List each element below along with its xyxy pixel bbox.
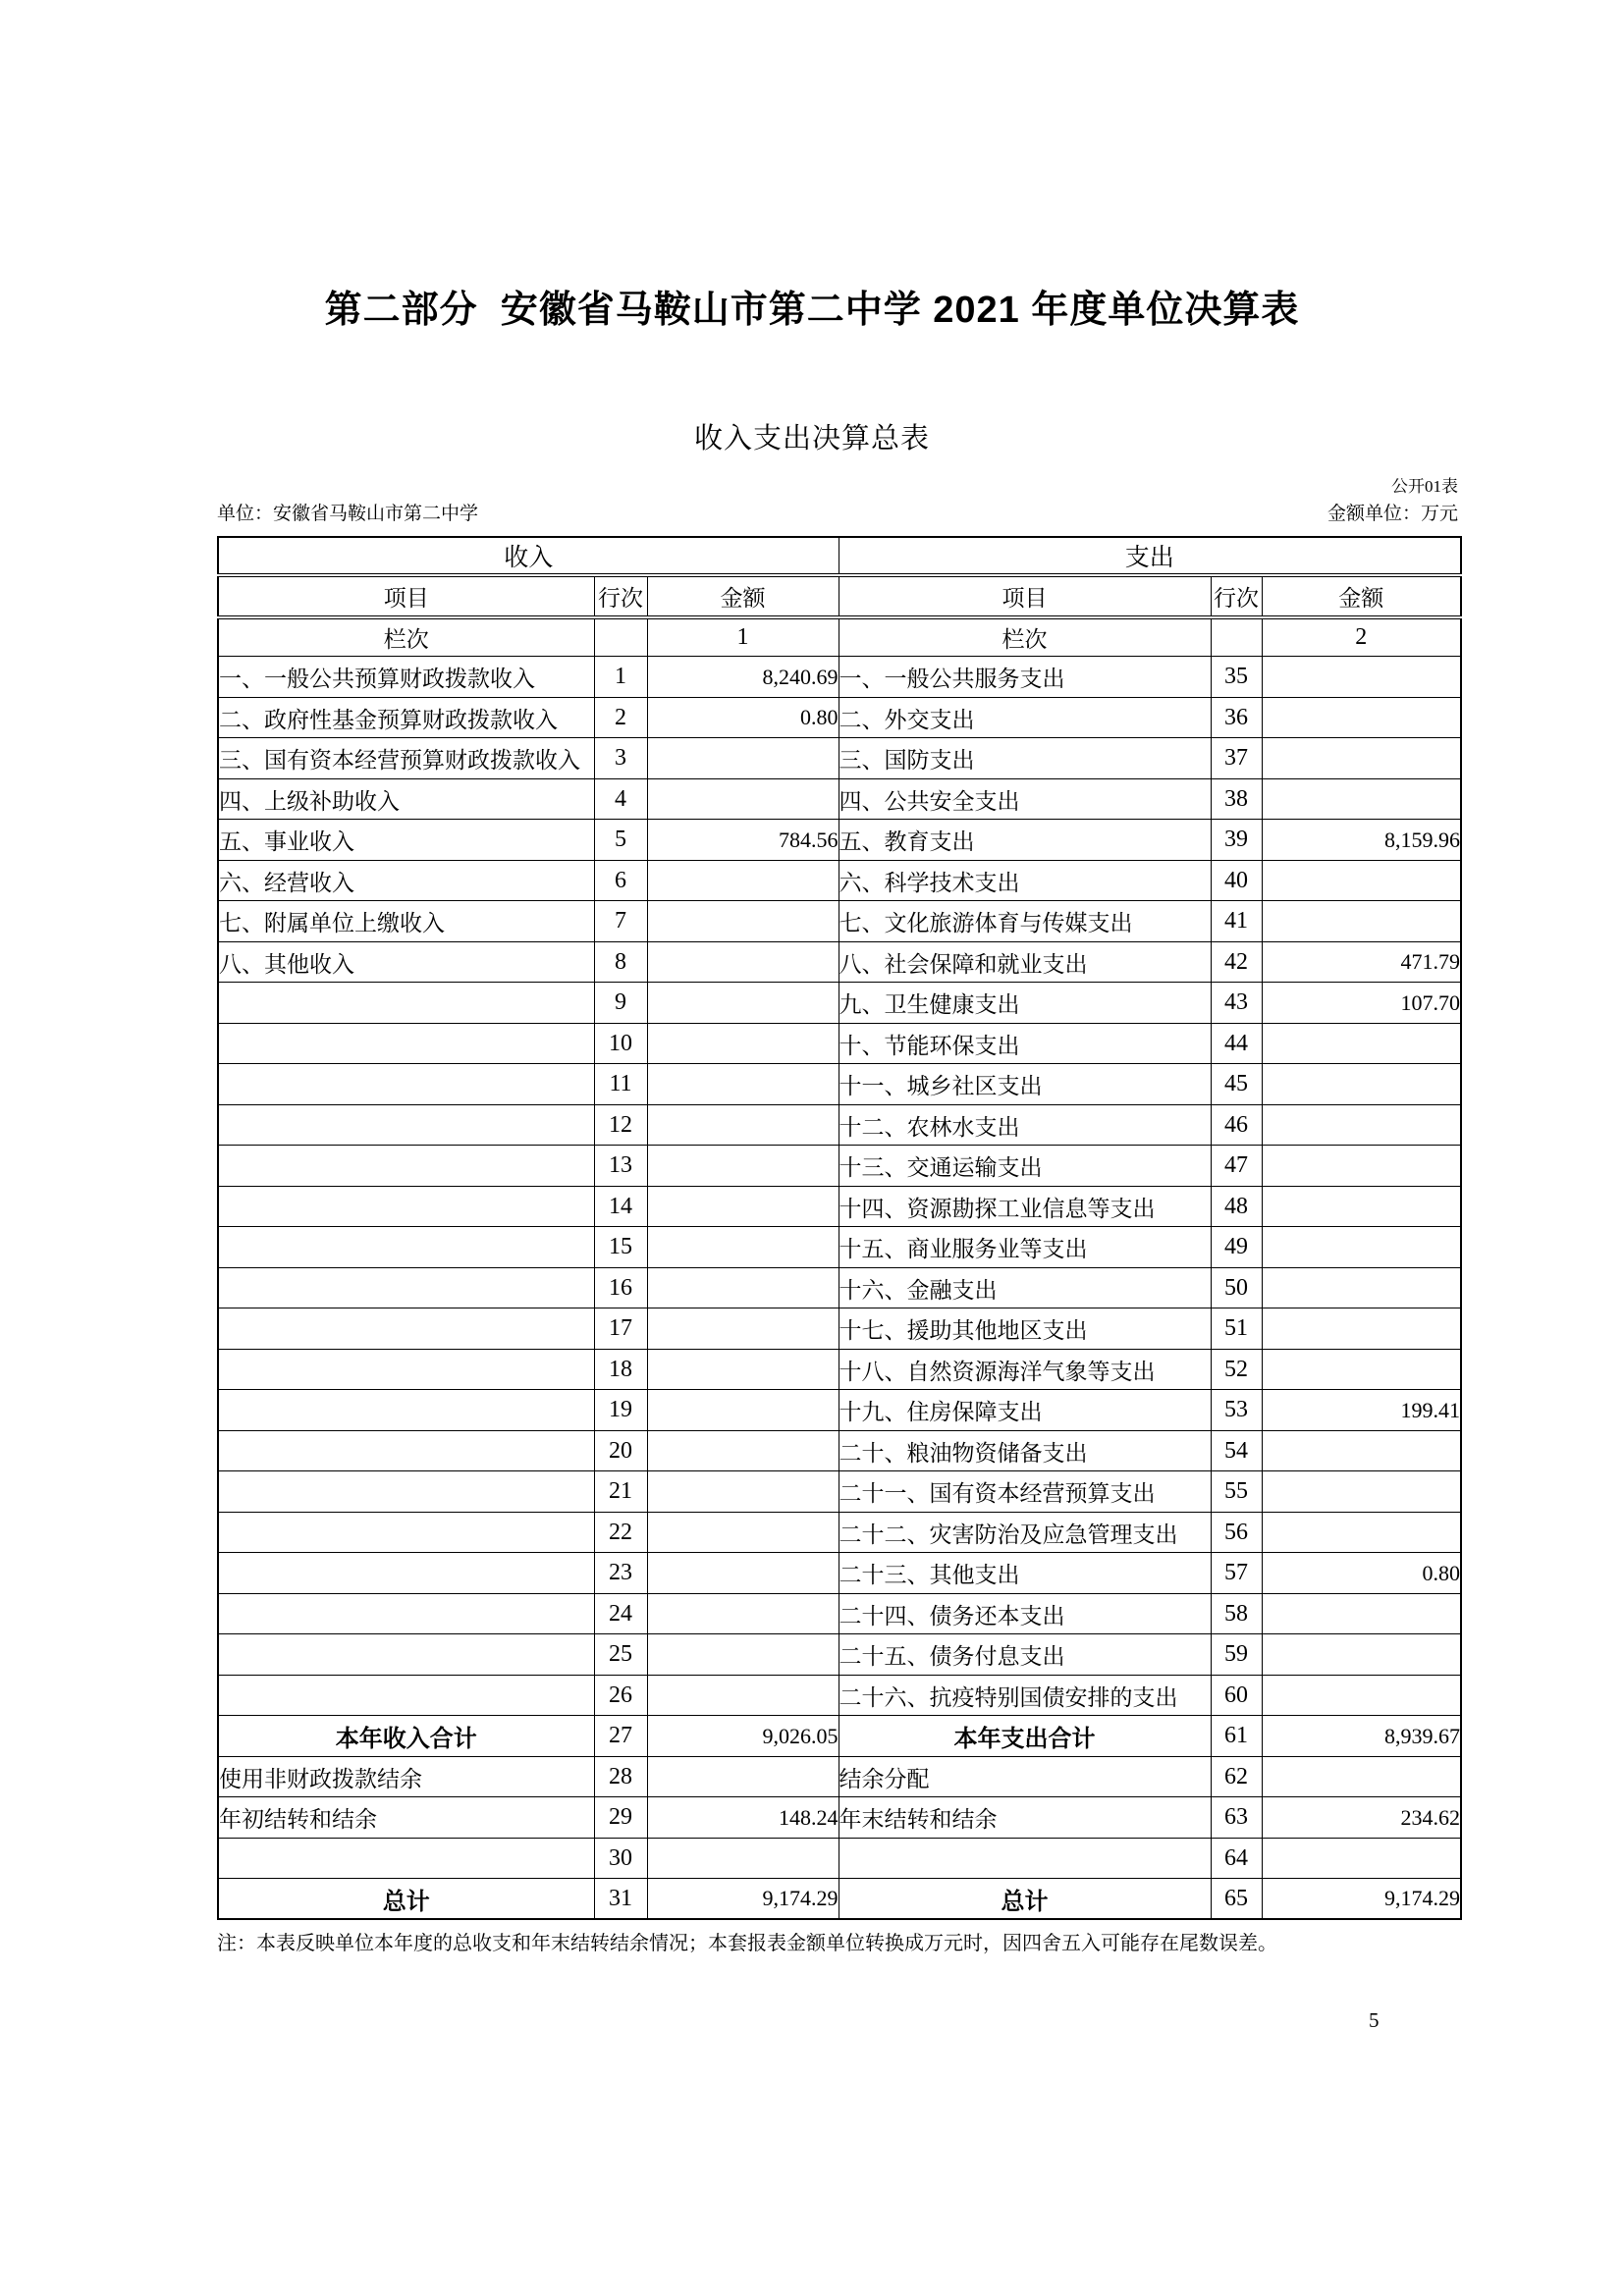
income-amount-cell: [647, 1838, 839, 1879]
income-amount-cell: [647, 778, 839, 820]
income-item-cell: [218, 1471, 594, 1513]
expense-amount-cell: [1262, 778, 1461, 820]
table-row: [218, 1430, 1461, 1471]
income-amount-cell: [647, 1146, 839, 1187]
section-header-row: [218, 537, 1461, 575]
table-row: [218, 860, 1461, 901]
expense-amount-cell: 8,159.96: [1262, 820, 1461, 861]
expense-item-cell: 十四、资源勘探工业信息等支出: [839, 1186, 1211, 1227]
income-amount-cell: [647, 1512, 839, 1553]
income-line-cell: 3: [594, 738, 647, 779]
expense-item-cell: 二、外交支出: [839, 697, 1211, 738]
income-amount-cell: [647, 1227, 839, 1268]
income-line-cell: 1: [594, 657, 647, 698]
expense-item-cell: 二十四、债务还本支出: [839, 1593, 1211, 1634]
expense-amount-cell: [1262, 1756, 1461, 1797]
expense-item-cell: 十九、住房保障支出: [839, 1390, 1211, 1431]
income-item-cell: [218, 1104, 594, 1146]
expense-item-cell: 十、节能环保支出: [839, 1023, 1211, 1064]
expense-line-cell: 64: [1211, 1838, 1262, 1879]
expense-item-cell: 二十二、灾害防治及应急管理支出: [839, 1512, 1211, 1553]
table-row: [218, 1267, 1461, 1308]
income-item-cell: 本年收入合计: [218, 1716, 594, 1757]
expense-line-cell: 55: [1211, 1471, 1262, 1513]
expense-amount-cell: [1262, 697, 1461, 738]
table-row: [218, 778, 1461, 820]
table-row: [218, 1308, 1461, 1350]
income-item-cell: 二、政府性基金预算财政拨款收入: [218, 697, 594, 738]
expense-line-cell: 60: [1211, 1675, 1262, 1716]
expense-item-cell: 一、一般公共服务支出: [839, 657, 1211, 698]
income-line-cell: 14: [594, 1186, 647, 1227]
expense-item-cell: 二十五、债务付息支出: [839, 1634, 1211, 1676]
expense-amount-cell: [1262, 1023, 1461, 1064]
income-line-cell: 16: [594, 1267, 647, 1308]
expense-line-cell: 42: [1211, 941, 1262, 983]
expense-amount-cell: [1262, 1349, 1461, 1390]
expense-line-cell: 50: [1211, 1267, 1262, 1308]
income-line-cell: 9: [594, 983, 647, 1024]
expense-line-cell: 41: [1211, 901, 1262, 942]
expense-item-cell: 二十六、抗疫特别国债安排的支出: [839, 1675, 1211, 1716]
income-line-col-header: 行次: [594, 575, 647, 617]
income-item-col-header: 项目: [218, 575, 594, 617]
income-line-cell: 20: [594, 1430, 647, 1471]
income-line-cell: 24: [594, 1593, 647, 1634]
income-amount-cell: [647, 1675, 839, 1716]
income-line-cell: 11: [594, 1064, 647, 1105]
income-amount-cell: 9,174.29: [647, 1879, 839, 1920]
expense-line-cell: 45: [1211, 1064, 1262, 1105]
expense-item-cell: 本年支出合计: [839, 1716, 1211, 1757]
income-line-cell: 12: [594, 1104, 647, 1146]
expense-item-cell: 五、教育支出: [839, 820, 1211, 861]
income-item-cell: [218, 1186, 594, 1227]
income-item-cell: [218, 1064, 594, 1105]
income-line-cell: 18: [594, 1349, 647, 1390]
expense-item-cell: 十三、交通运输支出: [839, 1146, 1211, 1187]
expense-amount-cell: [1262, 1675, 1461, 1716]
expense-section-header: 支出: [839, 537, 1461, 575]
table-row: [218, 1390, 1461, 1431]
income-line-cell: 25: [594, 1634, 647, 1676]
income-line-cell: 19: [594, 1390, 647, 1431]
table-row: [218, 983, 1461, 1024]
income-item-cell: 年初结转和结余: [218, 1797, 594, 1839]
expense-item-cell: 十二、农林水支出: [839, 1104, 1211, 1146]
expense-amount-cell: 9,174.29: [1262, 1879, 1461, 1920]
expense-item-cell: 十七、援助其他地区支出: [839, 1308, 1211, 1350]
expense-amount-col-header: 金额: [1262, 575, 1461, 617]
expense-line-cell: 38: [1211, 778, 1262, 820]
income-item-cell: [218, 1512, 594, 1553]
amount-unit-label: 金额单位：万元: [1326, 503, 1458, 524]
expense-line-cell: 43: [1211, 983, 1262, 1024]
income-line-cell: 30: [594, 1838, 647, 1879]
expense-lanci-label: 栏次: [839, 617, 1211, 657]
expense-item-cell: 六、科学技术支出: [839, 860, 1211, 901]
expense-line-cell: 53: [1211, 1390, 1262, 1431]
expense-item-cell: 十八、自然资源海洋气象等支出: [839, 1349, 1211, 1390]
table-title: 收入支出决算总表: [693, 422, 930, 454]
expense-item-cell: 总计: [839, 1879, 1211, 1920]
income-expense-table: [217, 536, 1462, 1921]
expense-col-index: 2: [1262, 617, 1461, 657]
expense-amount-cell: 471.79: [1262, 941, 1461, 983]
income-line-cell: 4: [594, 778, 647, 820]
expense-line-col-header: 行次: [1211, 575, 1262, 617]
table-row: [218, 1879, 1461, 1920]
table-row: [218, 1471, 1461, 1513]
table-row: [218, 1593, 1461, 1634]
unit-info-row: [217, 499, 1458, 525]
income-item-cell: 三、国有资本经营预算财政拨款收入: [218, 738, 594, 779]
income-item-cell: [218, 1430, 594, 1471]
income-line-cell: 31: [594, 1879, 647, 1920]
income-item-cell: [218, 1023, 594, 1064]
income-amount-cell: [647, 901, 839, 942]
expense-line-cell: 62: [1211, 1756, 1262, 1797]
expense-amount-cell: [1262, 1064, 1461, 1105]
income-line-cell: 21: [594, 1471, 647, 1513]
income-line-cell: 22: [594, 1512, 647, 1553]
income-item-cell: [218, 1308, 594, 1350]
income-lanci-label: 栏次: [218, 617, 594, 657]
income-item-cell: [218, 1349, 594, 1390]
income-item-cell: 总计: [218, 1879, 594, 1920]
expense-amount-cell: [1262, 657, 1461, 698]
income-line-cell: 28: [594, 1756, 647, 1797]
income-section-header: 收入: [218, 537, 839, 575]
income-item-cell: 六、经营收入: [218, 860, 594, 901]
income-amount-col-header: 金额: [647, 575, 839, 617]
income-item-cell: [218, 1390, 594, 1431]
income-amount-cell: [647, 1267, 839, 1308]
page-number: 5: [1369, 2008, 1380, 2033]
expense-amount-cell: [1262, 1471, 1461, 1513]
income-amount-cell: [647, 1430, 839, 1471]
column-header-row: [218, 575, 1461, 617]
expense-item-cell: 二十三、其他支出: [839, 1553, 1211, 1594]
expense-item-cell: 年末结转和结余: [839, 1797, 1211, 1839]
expense-line-cell: 65: [1211, 1879, 1262, 1920]
column-index-row: [218, 617, 1461, 657]
expense-line-cell: 51: [1211, 1308, 1262, 1350]
income-amount-cell: [647, 860, 839, 901]
table-row: [218, 1349, 1461, 1390]
table-row: [218, 1064, 1461, 1105]
income-col-index: 1: [647, 617, 839, 657]
expense-amount-cell: 8,939.67: [1262, 1716, 1461, 1757]
unit-name-label: 单位：安徽省马鞍山市第二中学: [217, 503, 479, 524]
table-row: [218, 1512, 1461, 1553]
expense-item-cell: 二十一、国有资本经营预算支出: [839, 1471, 1211, 1513]
expense-amount-cell: [1262, 1104, 1461, 1146]
page-title: 第二部分 安徽省马鞍山市第二中学 2021 年度单位决算表: [324, 290, 1300, 331]
income-amount-cell: 9,026.05: [647, 1716, 839, 1757]
income-line-cell: 8: [594, 941, 647, 983]
expense-amount-cell: [1262, 1593, 1461, 1634]
table-row: [218, 1104, 1461, 1146]
income-item-cell: [218, 1553, 594, 1594]
expense-item-col-header: 项目: [839, 575, 1211, 617]
income-item-cell: 四、上级补助收入: [218, 778, 594, 820]
income-line-cell: 27: [594, 1716, 647, 1757]
income-amount-cell: [647, 1390, 839, 1431]
income-amount-cell: [647, 1186, 839, 1227]
table-row: [218, 1146, 1461, 1187]
expense-line-cell: 46: [1211, 1104, 1262, 1146]
income-amount-cell: 8,240.69: [647, 657, 839, 698]
income-amount-cell: [647, 1471, 839, 1513]
income-item-cell: [218, 1675, 594, 1716]
expense-item-cell: 四、公共安全支出: [839, 778, 1211, 820]
income-line-cell: 13: [594, 1146, 647, 1187]
table-row: [218, 1634, 1461, 1676]
expense-amount-cell: [1262, 738, 1461, 779]
income-item-cell: [218, 1267, 594, 1308]
expense-item-cell: 十一、城乡社区支出: [839, 1064, 1211, 1105]
income-amount-cell: [647, 1553, 839, 1594]
table-row: [218, 738, 1461, 779]
table-row: [218, 1023, 1461, 1064]
expense-amount-cell: [1262, 1634, 1461, 1676]
income-item-cell: [218, 1634, 594, 1676]
expense-line-cell: 49: [1211, 1227, 1262, 1268]
table-row: [218, 657, 1461, 698]
expense-amount-cell: [1262, 1267, 1461, 1308]
income-amount-cell: 148.24: [647, 1797, 839, 1839]
income-item-cell: [218, 983, 594, 1024]
income-lanci-blank: [594, 617, 647, 657]
expense-amount-cell: [1262, 1227, 1461, 1268]
income-amount-cell: [647, 941, 839, 983]
income-line-cell: 15: [594, 1227, 647, 1268]
expense-amount-cell: [1262, 1512, 1461, 1553]
expense-line-cell: 37: [1211, 738, 1262, 779]
table-row: [218, 1553, 1461, 1594]
expense-amount-cell: 107.70: [1262, 983, 1461, 1024]
expense-line-cell: 59: [1211, 1634, 1262, 1676]
income-amount-cell: [647, 1064, 839, 1105]
expense-amount-cell: [1262, 860, 1461, 901]
expense-item-cell: 三、国防支出: [839, 738, 1211, 779]
expense-line-cell: 57: [1211, 1553, 1262, 1594]
expense-amount-cell: [1262, 1838, 1461, 1879]
income-line-cell: 17: [594, 1308, 647, 1350]
expense-item-cell: 七、文化旅游体育与传媒支出: [839, 901, 1211, 942]
expense-amount-cell: 234.62: [1262, 1797, 1461, 1839]
footnote: 注：本表反映单位本年度的总收支和年末结转结余情况；本套报表金额单位转换成万元时，因四舍五入可能存在尾数误差。: [217, 1933, 1277, 1955]
expense-item-cell: 结余分配: [839, 1756, 1211, 1797]
expense-amount-cell: [1262, 1186, 1461, 1227]
table-row: [218, 901, 1461, 942]
table-row: [218, 697, 1461, 738]
expense-item-cell: 九、卫生健康支出: [839, 983, 1211, 1024]
table-row: [218, 941, 1461, 983]
income-line-cell: 2: [594, 697, 647, 738]
income-amount-cell: [647, 1104, 839, 1146]
expense-line-cell: 39: [1211, 820, 1262, 861]
income-amount-cell: 784.56: [647, 820, 839, 861]
income-amount-cell: [647, 983, 839, 1024]
income-amount-cell: 0.80: [647, 697, 839, 738]
income-item-cell: 一、一般公共预算财政拨款收入: [218, 657, 594, 698]
income-amount-cell: [647, 1349, 839, 1390]
income-line-cell: 7: [594, 901, 647, 942]
table-row: [218, 1756, 1461, 1797]
income-line-cell: 5: [594, 820, 647, 861]
income-line-cell: 29: [594, 1797, 647, 1839]
table-row: [218, 1838, 1461, 1879]
income-line-cell: 26: [594, 1675, 647, 1716]
table-row: [218, 1797, 1461, 1839]
expense-line-cell: 61: [1211, 1716, 1262, 1757]
expense-item-cell: 八、社会保障和就业支出: [839, 941, 1211, 983]
expense-amount-cell: [1262, 1146, 1461, 1187]
expense-line-cell: 56: [1211, 1512, 1262, 1553]
form-code-label: 公开01表: [1391, 476, 1458, 496]
income-line-cell: 10: [594, 1023, 647, 1064]
income-item-cell: 使用非财政拨款结余: [218, 1756, 594, 1797]
expense-line-cell: 58: [1211, 1593, 1262, 1634]
table-row: [218, 1675, 1461, 1716]
income-amount-cell: [647, 1593, 839, 1634]
expense-line-cell: 48: [1211, 1186, 1262, 1227]
income-item-cell: [218, 1146, 594, 1187]
expense-amount-cell: [1262, 1308, 1461, 1350]
expense-amount-cell: 0.80: [1262, 1553, 1461, 1594]
expense-item-cell: 十六、金融支出: [839, 1267, 1211, 1308]
expense-item-cell: 十五、商业服务业等支出: [839, 1227, 1211, 1268]
expense-line-cell: 47: [1211, 1146, 1262, 1187]
income-amount-cell: [647, 1023, 839, 1064]
income-line-cell: 6: [594, 860, 647, 901]
table-row: [218, 1186, 1461, 1227]
expense-item-cell: [839, 1838, 1211, 1879]
income-line-cell: 23: [594, 1553, 647, 1594]
income-item-cell: [218, 1227, 594, 1268]
expense-line-cell: 36: [1211, 697, 1262, 738]
income-amount-cell: [647, 1308, 839, 1350]
expense-item-cell: 二十、粮油物资储备支出: [839, 1430, 1211, 1471]
expense-line-cell: 40: [1211, 860, 1262, 901]
expense-line-cell: 35: [1211, 657, 1262, 698]
income-item-cell: 七、附属单位上缴收入: [218, 901, 594, 942]
expense-amount-cell: 199.41: [1262, 1390, 1461, 1431]
income-item-cell: [218, 1838, 594, 1879]
income-item-cell: 五、事业收入: [218, 820, 594, 861]
expense-line-cell: 54: [1211, 1430, 1262, 1471]
table-row: [218, 1716, 1461, 1757]
table-row: [218, 1227, 1461, 1268]
income-item-cell: [218, 1593, 594, 1634]
income-amount-cell: [647, 1634, 839, 1676]
expense-line-cell: 52: [1211, 1349, 1262, 1390]
expense-amount-cell: [1262, 1430, 1461, 1471]
expense-line-cell: 44: [1211, 1023, 1262, 1064]
expense-line-cell: 63: [1211, 1797, 1262, 1839]
expense-lanci-blank: [1211, 617, 1262, 657]
income-amount-cell: [647, 738, 839, 779]
expense-amount-cell: [1262, 901, 1461, 942]
income-amount-cell: [647, 1756, 839, 1797]
table-row: [218, 820, 1461, 861]
income-item-cell: 八、其他收入: [218, 941, 594, 983]
